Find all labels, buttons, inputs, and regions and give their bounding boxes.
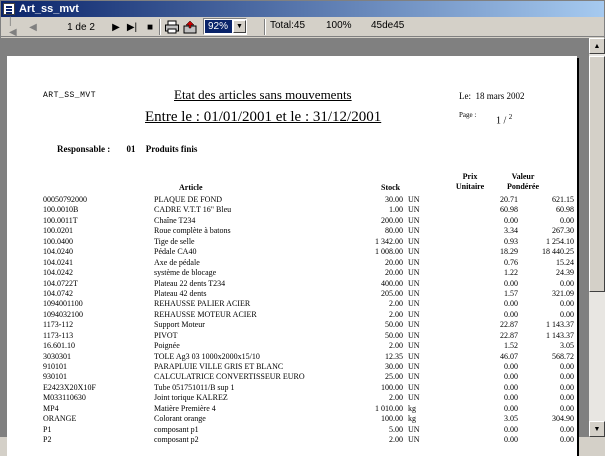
percent-complete: 100% bbox=[326, 20, 352, 31]
table-row bbox=[7, 372, 577, 382]
row-article: Plateau 22 dents T234 bbox=[154, 278, 226, 288]
row-unit-price: 20.71 bbox=[500, 195, 518, 204]
row-unit-price: 0.00 bbox=[504, 278, 518, 288]
report-subtitle: Entre le : 01/01/2001 et le : 31/12/2001 bbox=[145, 109, 382, 125]
row-article: composant p2 bbox=[154, 435, 199, 445]
next-page-icon[interactable]: ▶ bbox=[112, 21, 120, 33]
row-unit-price: 0.76 bbox=[504, 257, 518, 267]
row-weighted-value: 321.09 bbox=[552, 288, 574, 298]
row-stock: 2.00 bbox=[389, 435, 403, 445]
row-article: Chaîne T234 bbox=[154, 215, 196, 225]
row-article: Plateau 42 dents bbox=[154, 288, 207, 298]
row-article: Matière Première 4 bbox=[154, 403, 216, 413]
row-unit-price: 0.00 bbox=[504, 309, 518, 319]
table-row bbox=[7, 331, 577, 341]
table-row bbox=[7, 404, 577, 414]
row-unit-price: 46.07 bbox=[500, 351, 518, 361]
table-row bbox=[7, 237, 577, 247]
header-valeur-ponderee bbox=[498, 172, 548, 192]
row-article: Tube 051751011/B sup 1 bbox=[154, 382, 235, 392]
row-weighted-value: 621.15 bbox=[552, 195, 574, 204]
row-stock: 30.00 bbox=[385, 362, 403, 371]
page-value: 1 bbox=[496, 115, 501, 127]
row-unit-price: 0.00 bbox=[504, 403, 518, 413]
row-stock: 205.00 bbox=[381, 288, 403, 298]
row-stock: 80.00 bbox=[385, 226, 403, 236]
row-unit: UN bbox=[408, 309, 420, 319]
row-unit-price: 60.98 bbox=[500, 205, 518, 215]
row-unit-price: 1.52 bbox=[504, 341, 518, 351]
last-page-icon[interactable]: ▶| bbox=[126, 21, 138, 33]
row-weighted-value: 1 254.10 bbox=[546, 236, 574, 246]
row-unit: UN bbox=[408, 435, 420, 445]
row-code: 16.601.10 bbox=[43, 341, 75, 351]
table-row bbox=[7, 289, 577, 299]
row-article: composant p1 bbox=[154, 424, 199, 434]
row-weighted-value: 568.72 bbox=[552, 351, 574, 361]
row-unit-price: 1.57 bbox=[504, 288, 518, 298]
row-weighted-value: 0.00 bbox=[560, 215, 574, 225]
row-weighted-value: 60.98 bbox=[556, 205, 574, 215]
row-stock: 50.00 bbox=[385, 320, 403, 330]
date-label: Le: bbox=[459, 91, 471, 101]
table-row bbox=[7, 226, 577, 236]
row-unit-price: 0.00 bbox=[504, 299, 518, 309]
row-code: ORANGE bbox=[43, 414, 77, 424]
row-unit: UN bbox=[408, 226, 420, 236]
header-stock: Stock bbox=[381, 183, 401, 192]
row-article: PLAQUE DE FOND bbox=[154, 195, 222, 204]
row-unit: UN bbox=[408, 382, 420, 392]
header-article: Article bbox=[179, 183, 203, 192]
row-stock: 2.00 bbox=[389, 393, 403, 403]
table-row bbox=[7, 393, 577, 403]
row-code: MP4 bbox=[43, 403, 59, 413]
row-article: TOLE Ag3 03 1000x2000x15/10 bbox=[154, 351, 260, 361]
row-code: 104.0742 bbox=[43, 288, 73, 298]
date-value: 18 mars 2002 bbox=[475, 91, 525, 101]
table-row bbox=[7, 341, 577, 351]
table-row bbox=[7, 268, 577, 278]
scroll-thumb[interactable] bbox=[589, 56, 605, 292]
table-row bbox=[7, 362, 577, 372]
row-stock: 1.00 bbox=[389, 205, 403, 215]
row-article: REHAUSSE MOTEUR ACIER bbox=[154, 309, 257, 319]
row-code: 100.0010B bbox=[43, 205, 79, 215]
preview-viewport[interactable] bbox=[1, 38, 589, 445]
record-count: 45de45 bbox=[371, 20, 405, 31]
table-row bbox=[7, 425, 577, 435]
row-unit-price: 1.22 bbox=[504, 268, 518, 278]
row-stock: 1 010.00 bbox=[375, 403, 403, 413]
row-unit-price: 0.00 bbox=[504, 393, 518, 403]
total-count: Total:45 bbox=[270, 20, 306, 31]
row-unit: UN bbox=[408, 215, 420, 225]
table-row bbox=[7, 383, 577, 393]
row-article: Axe de pédale bbox=[154, 257, 200, 267]
row-weighted-value: 3.05 bbox=[560, 341, 574, 351]
row-weighted-value: 24.39 bbox=[556, 268, 574, 278]
page-total: 2 bbox=[508, 113, 513, 121]
row-weighted-value: 1 143.37 bbox=[546, 330, 574, 340]
table-row bbox=[7, 247, 577, 257]
header-prix-unitaire bbox=[450, 172, 490, 192]
row-unit: UN bbox=[408, 205, 420, 215]
export-icon[interactable] bbox=[183, 19, 197, 35]
row-article: PARAPLUIE VILLE GRIS ET BLANC bbox=[154, 362, 284, 371]
row-unit-price: 0.00 bbox=[504, 372, 518, 382]
row-unit: UN bbox=[408, 268, 420, 278]
table-row bbox=[7, 279, 577, 289]
toolbar-separator bbox=[159, 19, 161, 35]
row-code: 104.0240 bbox=[43, 247, 73, 257]
row-unit: UN bbox=[408, 236, 420, 246]
page-indicator: 1 de 2 bbox=[67, 21, 95, 33]
scroll-down-icon[interactable]: ▼ bbox=[589, 421, 605, 437]
row-article: Poignée bbox=[154, 341, 180, 351]
row-code: 1173-112 bbox=[43, 320, 74, 330]
zoom-value: 92% bbox=[205, 20, 232, 33]
row-unit: UN bbox=[408, 351, 420, 361]
table-row bbox=[7, 435, 577, 445]
header-ponderee: Pondérée bbox=[507, 182, 539, 191]
row-unit: UN bbox=[408, 393, 420, 403]
row-article: Roue complète à batons bbox=[154, 226, 231, 236]
row-code: 100.0400 bbox=[43, 236, 73, 246]
row-unit: UN bbox=[408, 278, 420, 288]
window-title: Art_ss_mvt bbox=[19, 3, 79, 15]
row-stock: 2.00 bbox=[389, 309, 403, 319]
table-row bbox=[7, 205, 577, 215]
row-unit: UN bbox=[408, 362, 420, 371]
row-unit-price: 3.34 bbox=[504, 226, 518, 236]
title-bar[interactable] bbox=[1, 1, 604, 17]
row-unit: UN bbox=[408, 372, 420, 382]
row-article: système de blocage bbox=[154, 268, 217, 278]
row-stock: 2.00 bbox=[389, 299, 403, 309]
row-unit-price: 0.00 bbox=[504, 435, 518, 445]
row-code: 104.0241 bbox=[43, 257, 73, 267]
row-code: P1 bbox=[43, 424, 52, 434]
row-article: PIVOT bbox=[154, 330, 178, 340]
row-article: Colorant orange bbox=[154, 414, 206, 424]
row-code: 1094001100 bbox=[43, 299, 83, 309]
row-code: 104.0722T bbox=[43, 278, 78, 288]
row-weighted-value: 0.00 bbox=[560, 393, 574, 403]
responsable-name: Produits finis bbox=[145, 144, 198, 154]
vertical-scrollbar[interactable] bbox=[589, 38, 605, 437]
header-unitaire: Unitaire bbox=[455, 182, 485, 191]
header-valeur: Valeur bbox=[511, 172, 535, 181]
row-code: 3030301 bbox=[43, 351, 71, 361]
zoom-select[interactable] bbox=[203, 18, 247, 35]
row-weighted-value: 18 440.25 bbox=[542, 247, 574, 257]
row-code: 910101 bbox=[43, 362, 67, 371]
responsable-line bbox=[57, 144, 197, 154]
row-stock: 200.00 bbox=[381, 215, 403, 225]
row-weighted-value: 15.24 bbox=[556, 257, 574, 267]
row-article: CALCULATRICE CONVERTISSEUR EURO bbox=[154, 372, 305, 382]
row-weighted-value: 0.00 bbox=[560, 309, 574, 319]
row-code: 104.0242 bbox=[43, 268, 73, 278]
table-row bbox=[7, 195, 577, 205]
row-unit: UN bbox=[408, 247, 420, 257]
row-stock: 12.35 bbox=[385, 351, 403, 361]
responsable-code: 01 bbox=[126, 144, 136, 154]
row-unit-price: 0.00 bbox=[504, 424, 518, 434]
row-code: M033110630 bbox=[43, 393, 86, 403]
row-article: Pédale CA40 bbox=[154, 247, 197, 257]
table-row bbox=[7, 310, 577, 320]
row-unit-price: 3.05 bbox=[504, 414, 518, 424]
row-weighted-value: 0.00 bbox=[560, 372, 574, 382]
row-unit: kg bbox=[408, 414, 416, 424]
report-id: ART_SS_MVT bbox=[43, 91, 97, 100]
row-stock: 2.00 bbox=[389, 341, 403, 351]
row-weighted-value: 0.00 bbox=[560, 424, 574, 434]
report-title: Etat des articles sans mouvements bbox=[174, 87, 352, 102]
row-unit: UN bbox=[408, 330, 420, 340]
row-code: 1173-113 bbox=[43, 330, 74, 340]
header-prix: Prix bbox=[462, 172, 478, 181]
row-weighted-value: 0.00 bbox=[560, 299, 574, 309]
row-weighted-value: 0.00 bbox=[560, 403, 574, 413]
row-article: Joint torique KALREZ bbox=[154, 393, 228, 403]
row-stock: 25.00 bbox=[385, 372, 403, 382]
toolbar-separator bbox=[264, 19, 266, 35]
row-unit: UN bbox=[408, 299, 420, 309]
row-code: E2423X20X10F bbox=[43, 382, 96, 392]
row-unit-price: 0.00 bbox=[504, 215, 518, 225]
scroll-up-icon[interactable]: ▲ bbox=[589, 38, 605, 54]
row-stock: 5.00 bbox=[389, 424, 403, 434]
prev-page-icon[interactable]: ◀ bbox=[29, 21, 37, 33]
row-unit: UN bbox=[408, 341, 420, 351]
row-stock: 100.00 bbox=[381, 414, 403, 424]
row-stock: 1 342.00 bbox=[375, 236, 403, 246]
first-page-icon[interactable]: |◀ bbox=[9, 16, 17, 38]
page-number: 1 / $^2$ bbox=[496, 113, 513, 127]
row-stock: 400.00 bbox=[381, 278, 403, 288]
row-article: REHAUSSE PALIER ACIER bbox=[154, 299, 251, 309]
row-unit: UN bbox=[408, 288, 420, 298]
row-article: Support Moteur bbox=[154, 320, 205, 330]
row-weighted-value: 0.00 bbox=[560, 278, 574, 288]
row-unit-price: 22.87 bbox=[500, 330, 518, 340]
row-weighted-value: 0.00 bbox=[560, 382, 574, 392]
row-stock: 30.00 bbox=[385, 195, 403, 204]
row-unit: UN bbox=[408, 320, 420, 330]
row-stock: 1 008.00 bbox=[375, 247, 403, 257]
row-stock: 100.00 bbox=[381, 382, 403, 392]
row-unit: UN bbox=[408, 195, 420, 204]
row-unit: UN bbox=[408, 257, 420, 267]
row-code: 00050792000 bbox=[43, 195, 87, 204]
row-weighted-value: 1 143.37 bbox=[546, 320, 574, 330]
row-article: Tige de selle bbox=[154, 236, 195, 246]
row-weighted-value: 304.90 bbox=[552, 414, 574, 424]
row-unit-price: 18.29 bbox=[500, 247, 518, 257]
row-unit-price: 22.87 bbox=[500, 320, 518, 330]
row-stock: 50.00 bbox=[385, 330, 403, 340]
print-icon[interactable] bbox=[165, 19, 179, 35]
responsable-label: Responsable : bbox=[57, 144, 111, 154]
table-row bbox=[7, 414, 577, 424]
table-row bbox=[7, 320, 577, 330]
row-unit-price: 0.00 bbox=[504, 382, 518, 392]
row-code: P2 bbox=[43, 435, 52, 445]
toolbar bbox=[1, 17, 604, 37]
chevron-down-icon[interactable]: ▼ bbox=[233, 20, 246, 33]
report-date bbox=[459, 91, 525, 101]
row-code: 100.0011T bbox=[43, 215, 78, 225]
table-row bbox=[7, 299, 577, 309]
page-label: Page : bbox=[459, 111, 477, 119]
row-code: 1094032100 bbox=[43, 309, 83, 319]
row-article: CADRE V.T.T 16" Bleu bbox=[154, 205, 232, 215]
report-page bbox=[7, 56, 577, 456]
article-table bbox=[7, 195, 577, 446]
row-code: 930101 bbox=[43, 372, 67, 382]
table-row bbox=[7, 258, 577, 268]
row-weighted-value: 0.00 bbox=[560, 362, 574, 371]
app-icon bbox=[3, 3, 15, 15]
row-weighted-value: 0.00 bbox=[560, 435, 574, 445]
row-weighted-value: 267.30 bbox=[552, 226, 574, 236]
row-stock: 20.00 bbox=[385, 268, 403, 278]
row-code: 100.0201 bbox=[43, 226, 73, 236]
table-row bbox=[7, 352, 577, 362]
row-unit-price: 0.93 bbox=[504, 236, 518, 246]
stop-icon[interactable]: ■ bbox=[146, 21, 154, 33]
row-unit-price: 0.00 bbox=[504, 362, 518, 371]
row-stock: 20.00 bbox=[385, 257, 403, 267]
row-unit: UN bbox=[408, 424, 420, 434]
table-row bbox=[7, 216, 577, 226]
row-unit: kg bbox=[408, 403, 416, 413]
